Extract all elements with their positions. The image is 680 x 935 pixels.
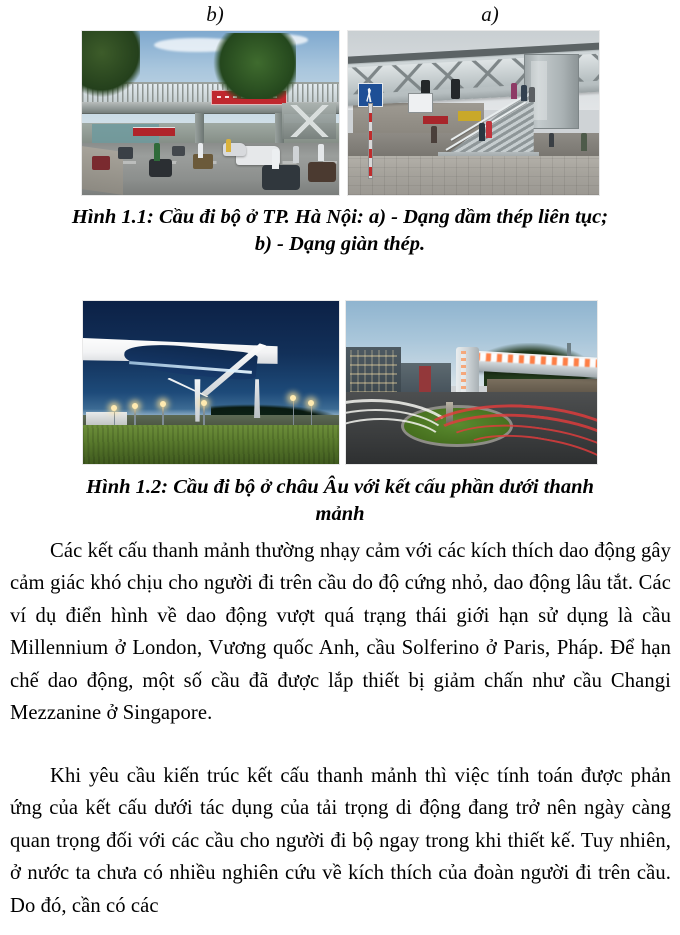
motorbike (149, 159, 172, 177)
pavement-tiles (348, 156, 599, 195)
pedestrian-on-stairs (479, 123, 485, 141)
paragraph-text: Các kết cấu thanh mảnh thường nhạy cảm với các kích thích dao động gây cảm giác khó chịu cho người đi trên cầu do độ cứng nhỏ, dao động lâu tắt. Các ví dụ điển hình về dao động vượt quá trạng thái giới hạn sử dụng là cầu Millennium ở London, Vương quốc Anh, cầu Solferino ở Paris, Pháp. Để hạn chế dao động, một số cầu đã được lắp thiết bị giảm chấn như cầu Changi Mezzanine ở Singapore. (10, 540, 671, 725)
street-lamp (293, 399, 295, 425)
motorbike (118, 147, 133, 158)
pedestrian (431, 126, 437, 143)
motorbike (193, 154, 214, 169)
paragraph-text: Khi yêu cầu kiến trúc kết cấu thanh mảnh thì việc tính toán được phản ứng của kết cấu dưới tác dụng của tải trọng di động đang trở nên ngày càng quan trọng đối với các cầu cho người đi bộ ngay trong khi thiết kế. Tuy nhiên, ở nước ta chưa có nhiều nghiên cứu về kích thích của đoàn người đi trên cầu. Do đó, cần có các (10, 765, 671, 917)
pedestrian (198, 143, 203, 158)
body-paragraph-2 (10, 760, 671, 922)
pedestrian-on-bridge (511, 83, 517, 99)
caption-line: Hình 1.1: Cầu đi bộ ở TP. Hà Nội: a) - Dạng dầm thép liên tục; (71, 206, 609, 228)
tree-foliage (210, 33, 296, 99)
street-lamp (203, 404, 205, 425)
body-paragraph-1 (10, 535, 671, 729)
cyclist (154, 143, 160, 161)
pedestrian-on-bridge (529, 87, 535, 102)
shop-sign-yellow (458, 111, 481, 121)
figure-1-1-sublabel-row (0, 2, 680, 28)
pedestrian (318, 144, 324, 161)
pedestrian-sign-white (408, 93, 433, 113)
pedestrian (293, 146, 299, 163)
pedestrian (549, 133, 554, 147)
caption-line: Hình 1.2: Cầu đi bộ ở châu Âu với kết cấu phần dưới thanh (86, 476, 594, 498)
figure-1-1-sublabel-left: b) (206, 2, 224, 26)
traffic-light (451, 79, 460, 99)
figure-1-1-sublabel-right: a) (481, 2, 499, 26)
street-lamp (134, 407, 136, 425)
pedestrian (272, 149, 279, 169)
pedestrian (581, 133, 587, 151)
motorbike (172, 146, 185, 156)
photo-eu-roundabout-bridge (345, 300, 598, 465)
road-curb (82, 146, 123, 194)
shop-sign-red (423, 116, 448, 124)
street-lamp (114, 409, 116, 425)
pedestrian (486, 121, 492, 138)
pedestrian (226, 139, 231, 152)
figure-1-2-caption (14, 474, 666, 528)
striped-pole (368, 103, 373, 178)
motorbike (308, 162, 336, 182)
photo-hanoi-girder-bridge (347, 30, 600, 196)
street-lamp (311, 404, 313, 425)
caption-line: b) - Dạng giàn thép. (254, 233, 426, 255)
apartment-block-left (346, 347, 401, 396)
grass-foreground (83, 425, 339, 464)
motorbike (92, 156, 110, 171)
street-lamp (162, 405, 164, 425)
motorbike (262, 165, 301, 190)
pedestrian-on-bridge (521, 85, 527, 101)
figure-1-1-caption (14, 204, 666, 258)
photo-eu-white-bridge (82, 300, 340, 465)
tree-foliage (81, 30, 140, 101)
caption-line: mảnh (315, 503, 365, 525)
bridge-stair-tower (282, 103, 336, 139)
photo-hanoi-truss-bridge (81, 30, 340, 196)
roadside-billboard-red (133, 127, 174, 136)
building-red (419, 366, 432, 394)
